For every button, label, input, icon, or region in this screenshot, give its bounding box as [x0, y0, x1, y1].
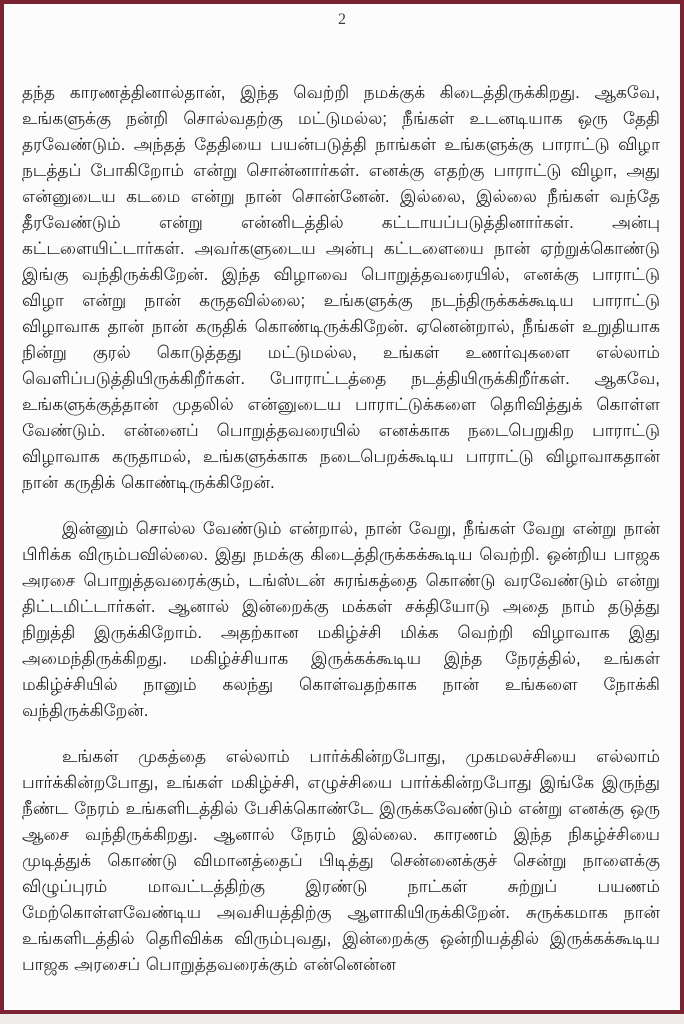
paragraph: உங்கள் முகத்தை எல்லாம் பார்க்கின்றபோது, முகமலச்சியை எல்லாம் பார்க்கின்றபோது, உங்கள் மகிழ்ச்சி, எழுச்சியை பார்க்கின்றபோது இங்கே இருந்து நீண்ட நேரம் உங்களிடத்தில் பேசிக்கொண்டே இருக்கவேண்டும் என்று எனக்கு ஒரு ஆசை வந்திருக்கிறது. ஆனால் நேரம் இல்லை. காரணம் இந்த நிகழ்ச்சியை முடித்துக் கொண்டு விமானத்தைப் பிடித்து சென்னைக்குச் சென்று நாளைக்கு விழுப்புரம் மாவட்டத்திற்கு இரண்டு நாட்கள் சுற்றுப் பயணம் மேற்கொள்ளவேண்டிய அவசியத்திற்கு ஆளாகியிருக்கிறேன். சுருக்கமாக நான் உங்களிடத்தில் தெரிவிக்க விரும்புவது, இன்றைக்கு ஒன்றியத்தில் இருக்கக்கூடிய பாஜக அரசைப் பொறுத்தவரைக்கும் என்னென்ன [22, 747, 660, 974]
paragraph: இன்னும் சொல்ல வேண்டும் என்றால், நான் வேறு, நீங்கள் வேறு என்று நான் பிரிக்க விரும்பவில்லை. இது நமக்கு கிடைத்திருக்கக்கூடிய வெற்றி. ஒன்றிய பாஜக அரசை பொறுத்தவரைக்கும், டங்ஸ்டன் சுரங்கத்தை கொண்டு வரவேண்டும் என்று திட்டமிட்டார்கள். ஆனால் இன்றைக்கு மக்கள் சக்தியோடு அதை நாம் தடுத்து நிறுத்தி இருக்கிறோம். அதற்கான மகிழ்ச்சி மிக்க வெற்றி விழாவாக இது அமைந்திருக்கிறது. மகிழ்ச்சியாக இருக்கக்கூடிய இந்த நேரத்தில், உங்கள் மகிழ்ச்சியில் நானும் கலந்து கொள்வதற்காக நான் உங்களை நோக்கி வந்திருக்கிறேன். [22, 519, 660, 720]
scan-bottom-edge [0, 1014, 684, 1024]
paragraph: தந்த காரணத்தினால்தான், இந்த வெற்றி நமக்குக் கிடைத்திருக்கிறது. ஆகவே, உங்களுக்கு நன்றி சொல்வதற்கு மட்டுமல்ல; நீங்கள் உடனடியாக ஒரு தேதி தரவேண்டும். அந்தத் தேதியை பயன்படுத்தி நாங்கள் உங்களுக்கு பாராட்டு விழா நடத்தப் போகிறோம் என்று சொன்னார்கள். எனக்கு எதற்கு பாராட்டு விழா, அது என்னுடைய கடமை என்று நான் சொன்னேன். இல்லை, இல்லை நீங்கள் வந்தே தீரவேண்டும் என்று என்னிடத்தில் கட்டாயப்படுத்தினார்கள். அன்பு கட்டளையிட்டார்கள். அவர்களுடைய அன்பு கட்டளையை நான் ஏற்றுக்கொண்டு இங்கு வந்திருக்கிறேன். இந்த விழாவை பொறுத்தவரையில், எனக்கு பாராட்டு விழா என்று நான் கருதவில்லை; உங்களுக்கு நடந்திருக்கக்கூடிய பாராட்டு விழாவாக தான் நான் கருதிக் கொண்டிருக்கிறேன். ஏனென்றால், நீங்கள் உறுதியாக நின்று குரல் கொடுத்தது மட்டுமல்ல, உங்கள் உணர்வுகளை எல்லாம் வெளிப்படுத்தியிருக்கிறீர்கள். போராட்டத்தை நடத்தியிருக்கிறீர்கள். ஆகவே, உங்களுக்குத்தான் முதலில் என்னுடைய பாராட்டுக்களை தெரிவித்துக் கொள்ள வேண்டும். என்னைப் பொறுத்தவரையில் எனக்காக நடைபெறுகிற பாராட்டு விழாவாக கருதாமல், உங்களுக்காக நடைபெறக்கூடிய பாராட்டு விழாவாகதான் நான் கருதிக் கொண்டிருக்கிறேன். [22, 83, 660, 492]
page-number: 2 [338, 11, 346, 28]
page-body [4, 80, 680, 978]
